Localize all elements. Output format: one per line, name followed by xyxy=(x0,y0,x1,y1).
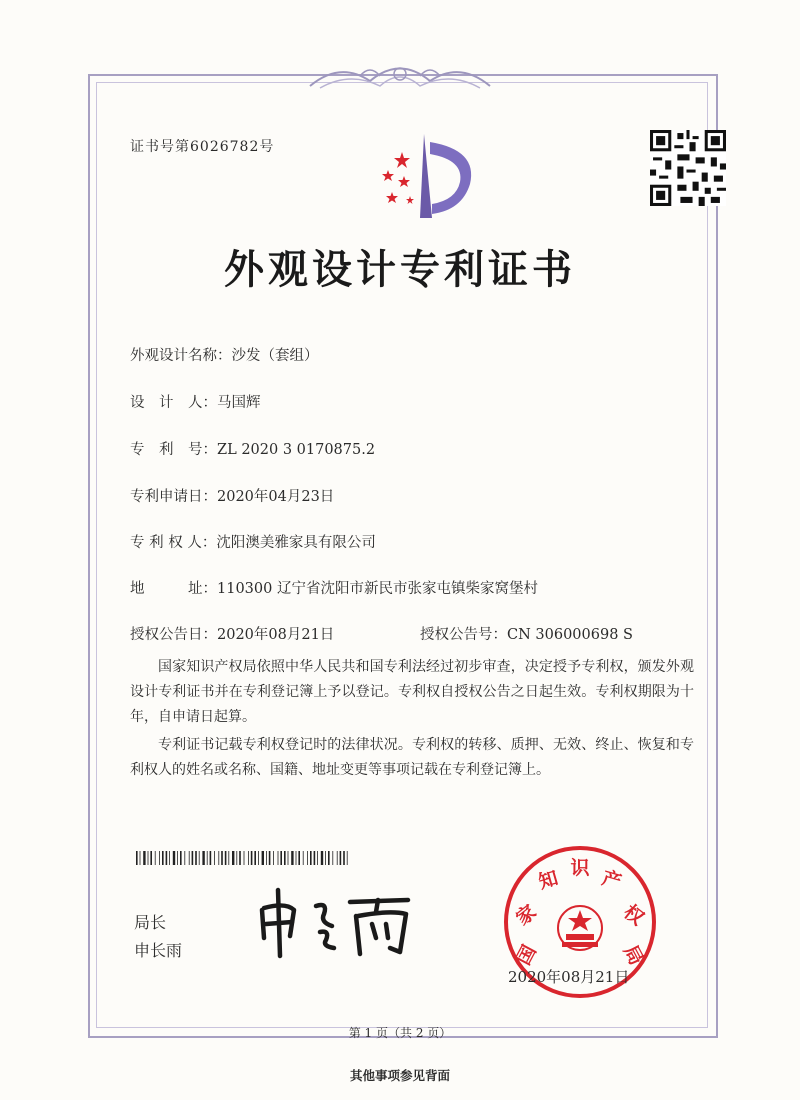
certificate-title: 外观设计专利证书 xyxy=(224,247,576,293)
footer-note: 其他事项参见背面 xyxy=(349,1068,450,1083)
field-value: 沙发（套组） xyxy=(231,348,319,364)
svg-text:产: 产 xyxy=(599,867,624,894)
field-label: 专 利 号： xyxy=(130,442,217,458)
field-value: 2020年04月23日 xyxy=(217,489,335,505)
svg-text:知: 知 xyxy=(536,867,561,894)
director-name: 申长雨 xyxy=(134,941,183,960)
field-filing-date xyxy=(130,485,334,506)
certificate-number: 证书号第6026782号 xyxy=(130,139,275,155)
svg-text:权: 权 xyxy=(619,900,648,930)
field-address xyxy=(130,577,538,598)
svg-text:国: 国 xyxy=(512,941,541,969)
field-announce-no xyxy=(420,623,633,644)
field-patentee xyxy=(130,531,376,552)
director-title: 局长 xyxy=(134,913,167,932)
seal-date: 2020年08月21日 xyxy=(508,968,630,986)
cnipa-logo xyxy=(366,130,486,222)
paragraph-grant: 国家知识产权局依照中华人民共和国专利法经过初步审查，决定授予专利权，颁发外观设计专利证书并在专利登记簿上予以登记。专利权自授权公告之日起生效。专利权期限为十年，自申请日起算。 xyxy=(130,659,694,725)
svg-text:局: 局 xyxy=(619,941,648,969)
svg-text:识: 识 xyxy=(570,857,590,879)
field-label: 专利申请日： xyxy=(130,489,217,505)
field-patent-no xyxy=(130,438,375,459)
field-label: 授权公告号： xyxy=(420,627,507,643)
qr-code-icon xyxy=(650,130,726,206)
barcode-icon xyxy=(136,851,352,865)
field-announce-date xyxy=(130,623,334,644)
field-value: 110300 辽宁省沈阳市新民市张家屯镇柴家窝堡村 xyxy=(217,581,538,597)
field-designer xyxy=(130,391,261,412)
field-label: 外观设计名称： xyxy=(130,348,232,364)
top-ornament xyxy=(300,56,500,96)
director-signature xyxy=(250,880,420,960)
field-label: 地 址： xyxy=(130,581,217,597)
field-label: 专 利 权 人： xyxy=(130,535,217,551)
field-design-name xyxy=(130,344,319,365)
field-value: ZL 2020 3 0170875.2 xyxy=(217,442,376,458)
field-value: 沈阳澳美雅家具有限公司 xyxy=(216,535,376,551)
field-label: 设 计 人： xyxy=(130,395,217,411)
field-value: 马国辉 xyxy=(217,395,261,411)
field-label: 授权公告日： xyxy=(130,627,217,643)
field-value: CN 306000698 S xyxy=(507,627,633,643)
page-number: 第 1 页（共 2 页） xyxy=(348,1026,452,1040)
paragraph-legal-status: 专利证书记载专利权登记时的法律状况。专利权的转移、质押、无效、终止、恢复和专利权人的姓名或名称、国籍、地址变更等事项记载在专利登记簿上。 xyxy=(130,737,694,778)
svg-text:家: 家 xyxy=(512,900,541,930)
field-value: 2020年08月21日 xyxy=(217,627,335,643)
